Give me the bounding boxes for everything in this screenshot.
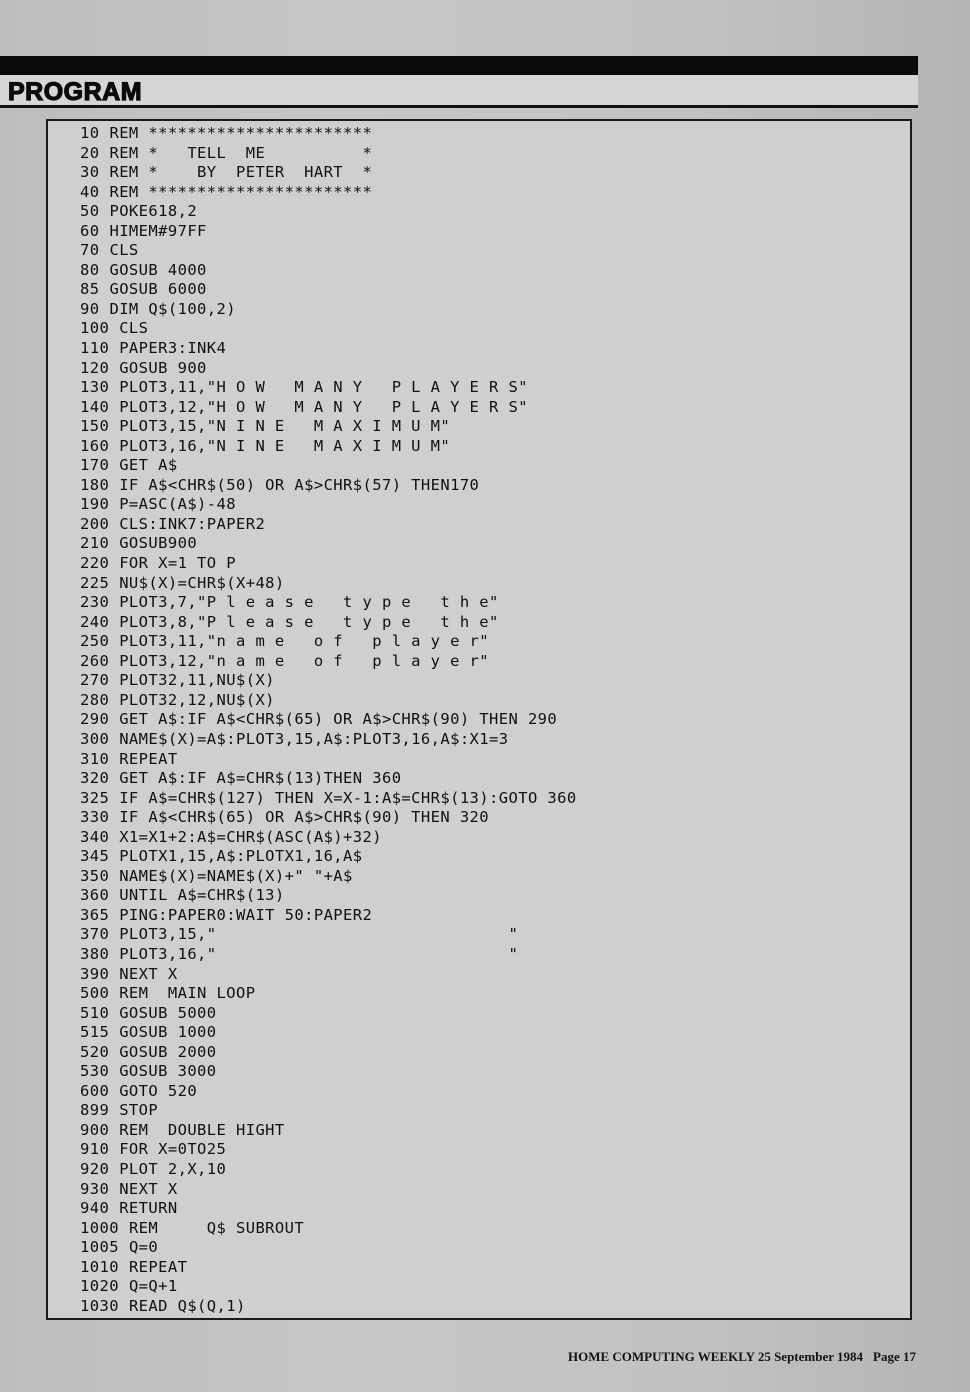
line-number: 345 <box>80 847 110 866</box>
code-line <box>80 319 577 339</box>
code-line <box>80 750 577 770</box>
line-code: PLOT32,12,NU$(X) <box>119 690 275 709</box>
line-code: NAME$(X)=NAME$(X)+" "+A$ <box>119 866 353 885</box>
line-code: PLOT3,8,"P l e a s e t y p e t h e" <box>119 612 499 631</box>
line-code: PLOT3,15," " <box>119 925 519 944</box>
line-code: GET A$:IF A$=CHR$(13)THEN 360 <box>119 769 402 788</box>
publication-line: HOME COMPUTING WEEKLY 25 September 1984 <box>567 1349 864 1364</box>
line-code: UNTIL A$=CHR$(13) <box>119 886 285 905</box>
code-line <box>80 183 577 203</box>
code-line <box>80 965 577 985</box>
code-line <box>80 339 577 359</box>
code-line <box>80 769 577 789</box>
line-code: GOTO 520 <box>119 1081 198 1100</box>
line-number: 50 <box>80 202 100 221</box>
line-code: PLOT3,12,"H O W M A N Y P L A Y E R S" <box>119 397 528 416</box>
line-number: 225 <box>80 573 110 592</box>
line-number: 85 <box>80 280 100 299</box>
line-code: READ Q$(Q,1) <box>128 1296 246 1315</box>
page-number: Page 17 <box>873 1349 916 1364</box>
line-number: 130 <box>80 378 110 397</box>
code-line <box>80 593 577 613</box>
line-code: NEXT X <box>119 964 178 983</box>
line-number: 530 <box>80 1062 110 1081</box>
line-number: 230 <box>80 593 110 612</box>
code-line <box>80 456 577 476</box>
line-number: 270 <box>80 671 110 690</box>
line-number: 520 <box>80 1042 110 1061</box>
code-line <box>80 437 577 457</box>
line-number: 280 <box>80 690 110 709</box>
line-number: 920 <box>80 1159 110 1178</box>
code-line <box>80 886 577 906</box>
code-line <box>80 280 577 300</box>
line-number: 515 <box>80 1023 110 1042</box>
line-number: 500 <box>80 984 110 1003</box>
code-line <box>80 1140 577 1160</box>
code-line <box>80 398 577 418</box>
line-number: 365 <box>80 905 110 924</box>
code-line <box>80 1043 577 1063</box>
line-code: RETURN <box>119 1199 178 1218</box>
code-line <box>80 789 577 809</box>
program-listing <box>80 124 577 1316</box>
line-number: 310 <box>80 749 110 768</box>
line-number: 320 <box>80 769 110 788</box>
line-number: 90 <box>80 299 100 318</box>
line-number: 240 <box>80 612 110 631</box>
code-line <box>80 906 577 926</box>
line-number: 600 <box>80 1081 110 1100</box>
line-code: GOSUB 6000 <box>109 280 207 299</box>
line-code: DIM Q$(100,2) <box>109 299 236 318</box>
line-number: 210 <box>80 534 110 553</box>
line-number: 260 <box>80 651 110 670</box>
code-line <box>80 925 577 945</box>
line-number: 30 <box>80 163 100 182</box>
line-number: 940 <box>80 1199 110 1218</box>
line-number: 330 <box>80 808 110 827</box>
code-line <box>80 945 577 965</box>
code-line <box>80 652 577 672</box>
line-code: IF A$<CHR$(65) OR A$>CHR$(90) THEN 320 <box>119 808 490 827</box>
line-code: PLOT3,11,"n a m e o f p l a y e r" <box>119 632 490 651</box>
line-number: 190 <box>80 495 110 514</box>
line-code: GET A$:IF A$<CHR$(65) OR A$>CHR$(90) THEN 290 <box>119 710 558 729</box>
code-line <box>80 710 577 730</box>
line-code: PLOT3,11,"H O W M A N Y P L A Y E R S" <box>119 378 528 397</box>
line-number: 140 <box>80 397 110 416</box>
line-code: PAPER3:INK4 <box>119 339 227 358</box>
line-number: 180 <box>80 475 110 494</box>
code-line <box>80 515 577 535</box>
line-number: 1005 <box>80 1238 119 1257</box>
line-code: GOSUB 1000 <box>119 1023 217 1042</box>
line-number: 220 <box>80 554 110 573</box>
line-number: 910 <box>80 1140 110 1159</box>
line-code: PLOT3,15,"N I N E M A X I M U M" <box>119 417 451 436</box>
line-number: 930 <box>80 1179 110 1198</box>
line-code: FOR X=1 TO P <box>119 554 236 573</box>
line-code: CLS <box>109 241 139 260</box>
line-number: 110 <box>80 339 110 358</box>
line-code: REM Q$ SUBROUT <box>128 1218 305 1237</box>
code-line <box>80 1277 577 1297</box>
line-code: GOSUB 4000 <box>109 260 207 279</box>
code-line <box>80 144 577 164</box>
line-code: STOP <box>119 1101 159 1120</box>
line-code: GOSUB 900 <box>119 358 207 377</box>
line-number: 370 <box>80 925 110 944</box>
code-line <box>80 241 577 261</box>
line-number: 200 <box>80 514 110 533</box>
line-code: GOSUB 5000 <box>119 1003 217 1022</box>
code-line <box>80 1004 577 1024</box>
code-line <box>80 613 577 633</box>
line-code: HIMEM#97FF <box>109 221 207 240</box>
line-code: PLOT3,16," " <box>119 944 519 963</box>
code-line <box>80 730 577 750</box>
code-line <box>80 202 577 222</box>
line-number: 325 <box>80 788 110 807</box>
line-code: REM *********************** <box>109 182 373 201</box>
line-number: 900 <box>80 1120 110 1139</box>
line-code: REM * TELL ME * <box>109 143 373 162</box>
line-code: NU$(X)=CHR$(X+48) <box>119 573 285 592</box>
code-line <box>80 1297 577 1317</box>
page-footer <box>568 1349 916 1365</box>
line-number: 510 <box>80 1003 110 1022</box>
line-number: 899 <box>80 1101 110 1120</box>
code-line <box>80 1160 577 1180</box>
line-number: 1010 <box>80 1257 119 1276</box>
code-line <box>80 1101 577 1121</box>
code-line <box>80 359 577 379</box>
line-code: REM *********************** <box>109 124 373 142</box>
line-number: 350 <box>80 866 110 885</box>
code-line <box>80 495 577 515</box>
code-line <box>80 671 577 691</box>
line-code: PLOT32,11,NU$(X) <box>119 671 275 690</box>
code-line <box>80 1062 577 1082</box>
code-line <box>80 534 577 554</box>
line-code: PLOT 2,X,10 <box>119 1159 227 1178</box>
line-code: PLOTX1,15,A$:PLOTX1,16,A$ <box>119 847 363 866</box>
line-code: P=ASC(A$)-48 <box>119 495 236 514</box>
line-number: 1020 <box>80 1277 119 1296</box>
code-line <box>80 417 577 437</box>
line-code: IF A$=CHR$(127) THEN X=X-1:A$=CHR$(13):GOTO 360 <box>119 788 577 807</box>
line-code: FOR X=0TO25 <box>119 1140 227 1159</box>
line-code: REPEAT <box>128 1257 188 1276</box>
code-line <box>80 163 577 183</box>
line-number: 1030 <box>80 1296 119 1315</box>
code-line <box>80 1238 577 1258</box>
code-line <box>80 300 577 320</box>
line-code: Q=0 <box>128 1238 159 1257</box>
line-code: PLOT3,7,"P l e a s e t y p e t h e" <box>119 593 499 612</box>
code-line <box>80 828 577 848</box>
line-number: 20 <box>80 143 100 162</box>
line-number: 380 <box>80 944 110 963</box>
line-number: 100 <box>80 319 110 338</box>
line-code: NEXT X <box>119 1179 178 1198</box>
code-line <box>80 847 577 867</box>
code-line <box>80 1082 577 1102</box>
code-line <box>80 632 577 652</box>
line-code: GOSUB 3000 <box>119 1062 217 1081</box>
code-line <box>80 808 577 828</box>
line-code: REM * BY PETER HART * <box>109 163 373 182</box>
line-code: IF A$<CHR$(50) OR A$>CHR$(57) THEN170 <box>119 475 480 494</box>
line-code: PING:PAPER0:WAIT 50:PAPER2 <box>119 905 373 924</box>
line-number: 40 <box>80 182 100 201</box>
line-number: 1000 <box>80 1218 119 1237</box>
line-code: PLOT3,16,"N I N E M A X I M U M" <box>119 436 451 455</box>
line-code: NAME$(X)=A$:PLOT3,15,A$:PLOT3,16,A$:X1=3 <box>119 729 509 748</box>
line-code: GOSUB900 <box>119 534 198 553</box>
code-line <box>80 1023 577 1043</box>
line-number: 120 <box>80 358 110 377</box>
line-number: 390 <box>80 964 110 983</box>
line-code: CLS:INK7:PAPER2 <box>119 514 266 533</box>
line-number: 250 <box>80 632 110 651</box>
code-line <box>80 867 577 887</box>
line-code: X1=X1+2:A$=CHR$(ASC(A$)+32) <box>119 827 382 846</box>
line-number: 300 <box>80 729 110 748</box>
code-line <box>80 984 577 1004</box>
line-number: 340 <box>80 827 110 846</box>
line-code: POKE618,2 <box>109 202 198 221</box>
line-number: 360 <box>80 886 110 905</box>
code-line <box>80 574 577 594</box>
line-number: 150 <box>80 417 110 436</box>
line-code: GOSUB 2000 <box>119 1042 217 1061</box>
line-code: GET A$ <box>119 456 178 475</box>
code-line <box>80 1180 577 1200</box>
line-code: CLS <box>119 319 149 338</box>
line-code: PLOT3,12,"n a m e o f p l a y e r" <box>119 651 490 670</box>
line-number: 60 <box>80 221 100 240</box>
line-code: REM MAIN LOOP <box>119 984 256 1003</box>
header-rule <box>0 56 918 75</box>
code-line <box>80 1199 577 1219</box>
line-number: 290 <box>80 710 110 729</box>
code-line <box>80 1219 577 1239</box>
line-number: 70 <box>80 241 100 260</box>
code-line <box>80 476 577 496</box>
line-number: 170 <box>80 456 110 475</box>
code-line <box>80 222 577 242</box>
line-number: 160 <box>80 436 110 455</box>
code-line <box>80 261 577 281</box>
code-line <box>80 378 577 398</box>
line-code: REM DOUBLE HIGHT <box>119 1120 285 1139</box>
section-label: PROGRAM <box>8 78 143 106</box>
code-line <box>80 554 577 574</box>
line-code: REPEAT <box>119 749 178 768</box>
code-line <box>80 124 577 144</box>
line-code: Q=Q+1 <box>128 1277 178 1296</box>
code-line <box>80 1121 577 1141</box>
code-line <box>80 1258 577 1278</box>
code-line <box>80 691 577 711</box>
line-number: 10 <box>80 124 100 142</box>
line-number: 80 <box>80 260 100 279</box>
